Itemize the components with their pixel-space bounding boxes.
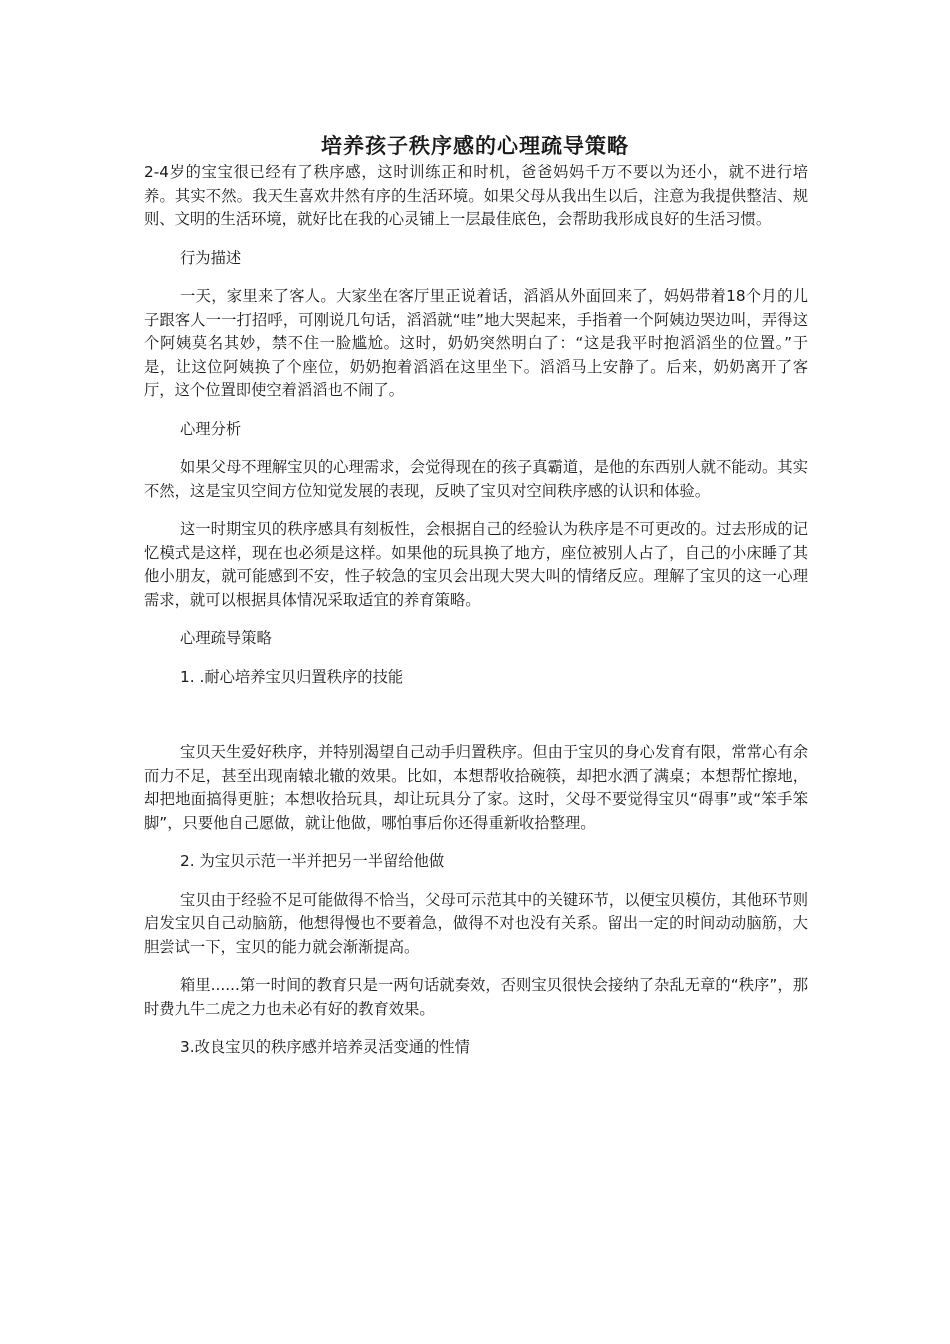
analysis-paragraph-1: 如果父母不理解宝贝的心理需求，会觉得现在的孩子真霸道，是他的东西别人就不能动。其实不然，这是宝贝空间方位知觉发展的表现，反映了宝贝对空间秩序感的认识和体验。 — [144, 458, 808, 500]
section-heading-strategy: 心理疏导策略 — [180, 629, 272, 647]
analysis-paragraph-2: 这一时期宝贝的秩序感具有刻板性，会根据自己的经验认为秩序是不可更改的。过去形成的记忆模式是这样，现在也必须是这样。如果他的玩具换了地方，座位被别人占了，自己的小床睡了其他小朋友，就可能感到不安，性子较急的宝贝会出现大哭大叫的情绪反应。理解了宝贝的这一心理需求，就可以根据具体情况采取适宜的养育策略。 — [144, 520, 808, 609]
intro-paragraph: 2-4岁的宝宝很已经有了秩序感，这时训练正和时机，爸爸妈妈千万不要以为还小，就不进行培养。其实不然。我天生喜欢井然有序的生活环境。如果父母从我出生以后，注意为我提供整洁、规则、文明的生活环境，就好比在我的心灵铺上一层最佳底色，会帮助我形成良好的生活习惯。 — [144, 163, 808, 228]
behavior-paragraph: 一天，家里来了客人。大家坐在客厅里正说着话，滔滔从外面回来了，妈妈带着18个月的儿子跟客人一一打招呼，可刚说几句话，滔滔就“哇”地大哭起来，手指着一个阿姨边哭边叫，弄得这个阿姨莫名其妙，禁不住一脸尴尬。这时，奶奶突然明白了：“这是我平时抱滔滔坐的位置。”于是，让这位阿姨换了个座位，奶奶抱着滔滔在这里坐下。滔滔马上安静了。后来，奶奶离开了客厅，这个位置即使空着滔滔也不闹了。 — [144, 287, 808, 399]
document-body — [144, 161, 808, 1060]
strategy-item-2-heading: 2. 为宝贝示范一半并把另一半留给他做 — [180, 852, 445, 870]
section-heading-behavior: 行为描述 — [180, 248, 242, 267]
strategy-item-1-heading: 1. .耐心培养宝贝归置秩序的技能 — [180, 667, 404, 686]
strategy-item-2-paragraph: 宝贝由于经验不足可能做得不恰当，父母可示范其中的关键环节，以便宝贝模仿，其他环节则启发宝贝自己动脑筋，他想得慢也不要着急，做得不对也没有关系。留出一定的时间动动脑筋，大胆尝试一下，宝贝的能力就会渐渐提高。 — [144, 890, 808, 956]
document-title: 培养孩子秩序感的心理疏导策略 — [321, 134, 629, 159]
strategy-item-2-paragraph-continued: 箱里......第一时间的教育只是一两句话就奏效，否则宝贝很快会接纳了杂乱无章的“秩序”，那时费九牛二虎之力也未必有好的教育效果。 — [144, 976, 808, 1018]
section-heading-analysis: 心理分析 — [180, 419, 242, 438]
strategy-item-3-heading: 3.改良宝贝的秩序感并培养灵活变通的性情 — [180, 1038, 470, 1056]
strategy-item-1-paragraph: 宝贝天生爱好秩序，并特别渴望自己动手归置秩序。但由于宝贝的身心发育有限，常常心有余而力不足，甚至出现南辕北辙的效果。比如，本想帮收拾碗筷，却把水洒了满桌；本想帮忙擦地，却把地面搞得更脏；本想收拾玩具，却让玩具分了家。这时，父母不要觉得宝贝“碍事”或“笨手笨脚”，只要他自己愿做，就让他做，哪怕事后你还得重新收拾整理。 — [144, 743, 808, 832]
